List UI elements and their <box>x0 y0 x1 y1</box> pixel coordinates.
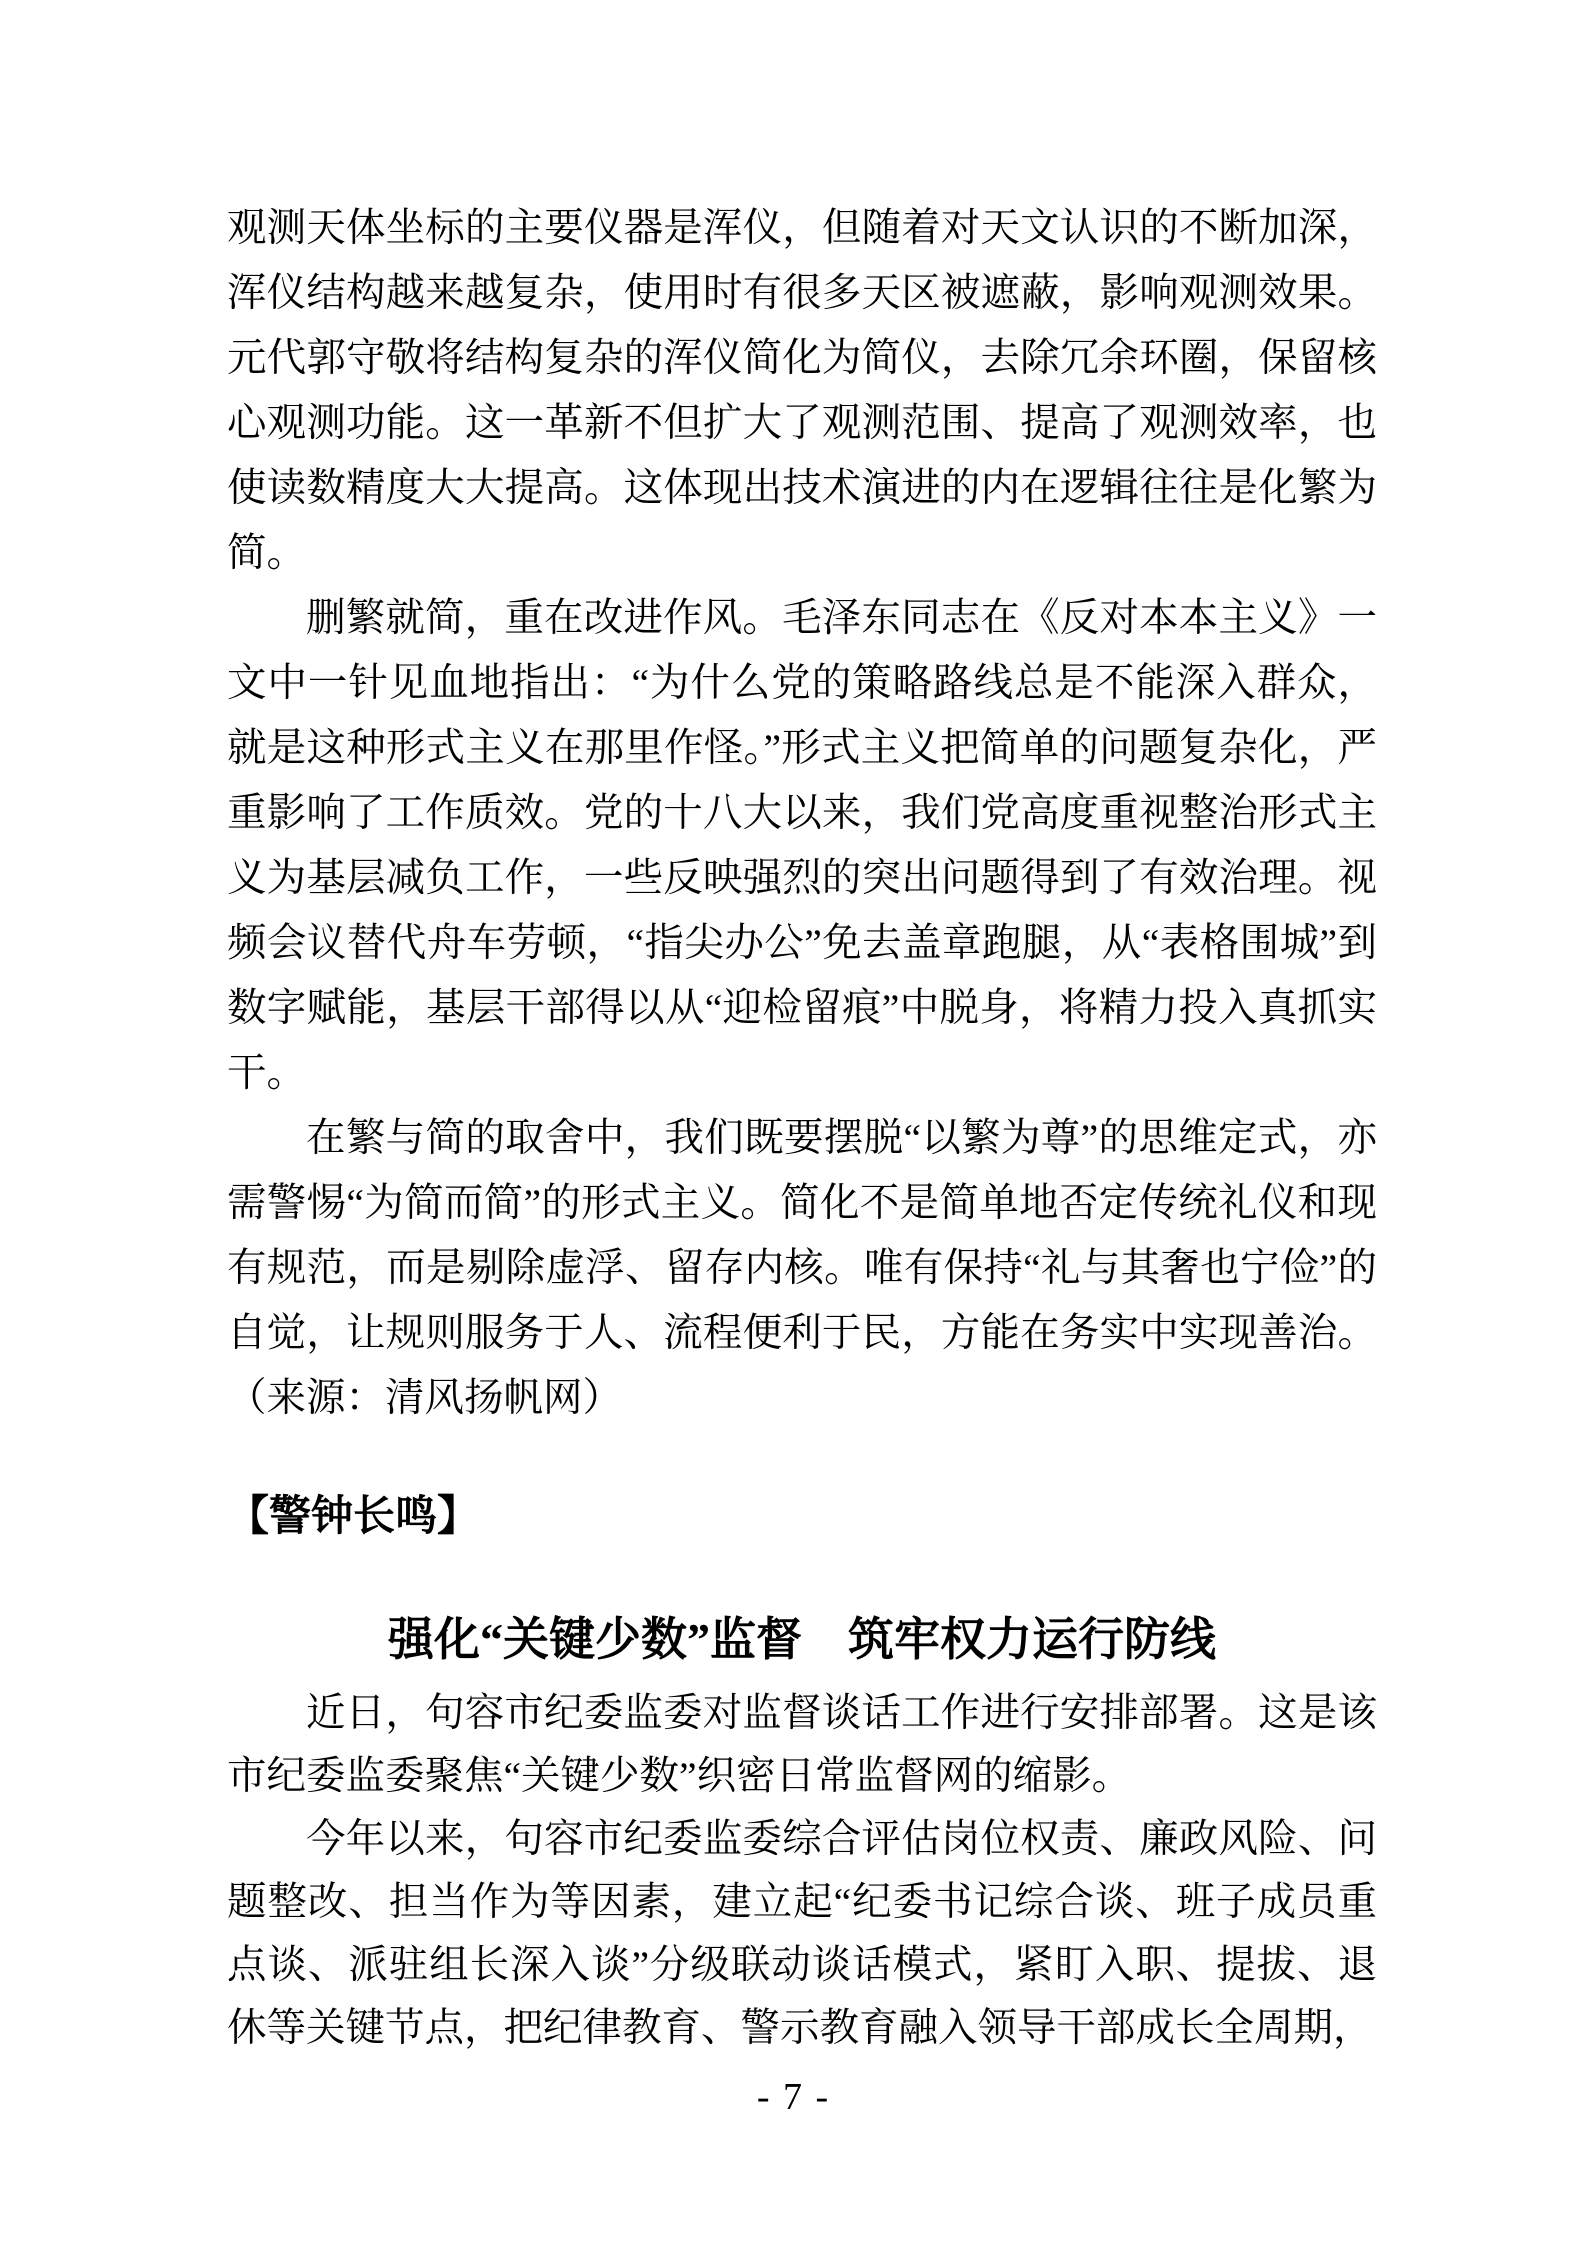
page-number: - 7 - <box>756 2076 831 2118</box>
page-body <box>227 196 1377 2060</box>
paragraph: 近日，句容市纪委监委对监督谈话工作进行安排部署。这是该市纪委监委聚焦“关键少数”织密日常监督网的缩影。 <box>227 1691 1377 1798</box>
column-header: 【警钟长鸣】 <box>227 1494 480 1540</box>
paragraph-continued: 观测天体坐标的主要仪器是浑仪，但随着对天文认识的不断加深，浑仪结构越来越复杂，使用时有很多天区被遮蔽，影响观测效果。元代郭守敬将结构复杂的浑仪简化为简仪，去除冗余环圈，保留核心观测功能。这一革新不但扩大了观测范围、提高了观测效率，也使读数精度大大提高。这体现出技术演进的内在逻辑往往是化繁为简。 <box>227 206 1377 575</box>
article-body <box>227 1682 1377 2060</box>
page-footer <box>0 2076 1587 2118</box>
paragraph: 在繁与简的取舍中，我们既要摆脱“以繁为尊”的思维定式，亦需警惕“为简而简”的形式主义。简化不是简单地否定传统礼仪和现有规范，而是剔除虚浮、留存内核。唯有保持“礼与其奢也宁俭”的自觉，让规则服务于人、流程便利于民，方能在务实中实现善治。（来源：清风扬帆网） <box>227 1116 1377 1420</box>
paragraph: 今年以来，句容市纪委监委综合评估岗位权责、廉政风险、问题整改、担当作为等因素，建立起“纪委书记综合谈、班子成员重点谈、派驻组长深入谈”分级联动谈话模式，紧盯入职、提拔、退休等关键节点，把纪律教育、警示教育融入领导干部成长全周期， <box>227 1817 1377 2050</box>
paragraph: 删繁就简，重在改进作风。毛泽东同志在《反对本本主义》一文中一针见血地指出：“为什么党的策略路线总是不能深入群众，就是这种形式主义在那里作怪。”形式主义把简单的问题复杂化，严重影响了工作质效。党的十八大以来，我们党高度重视整治形式主义为基层减负工作，一些反映强烈的突出问题得到了有效治理。视频会议替代舟车劳顿，“指尖办公”免去盖章跑腿，从“表格围城”到数字赋能，基层干部得以从“迎检留痕”中脱身，将精力投入真抓实干。 <box>227 596 1377 1095</box>
article-title: 强化“关键少数”监督 筑牢权力运行防线 <box>388 1614 1216 1665</box>
